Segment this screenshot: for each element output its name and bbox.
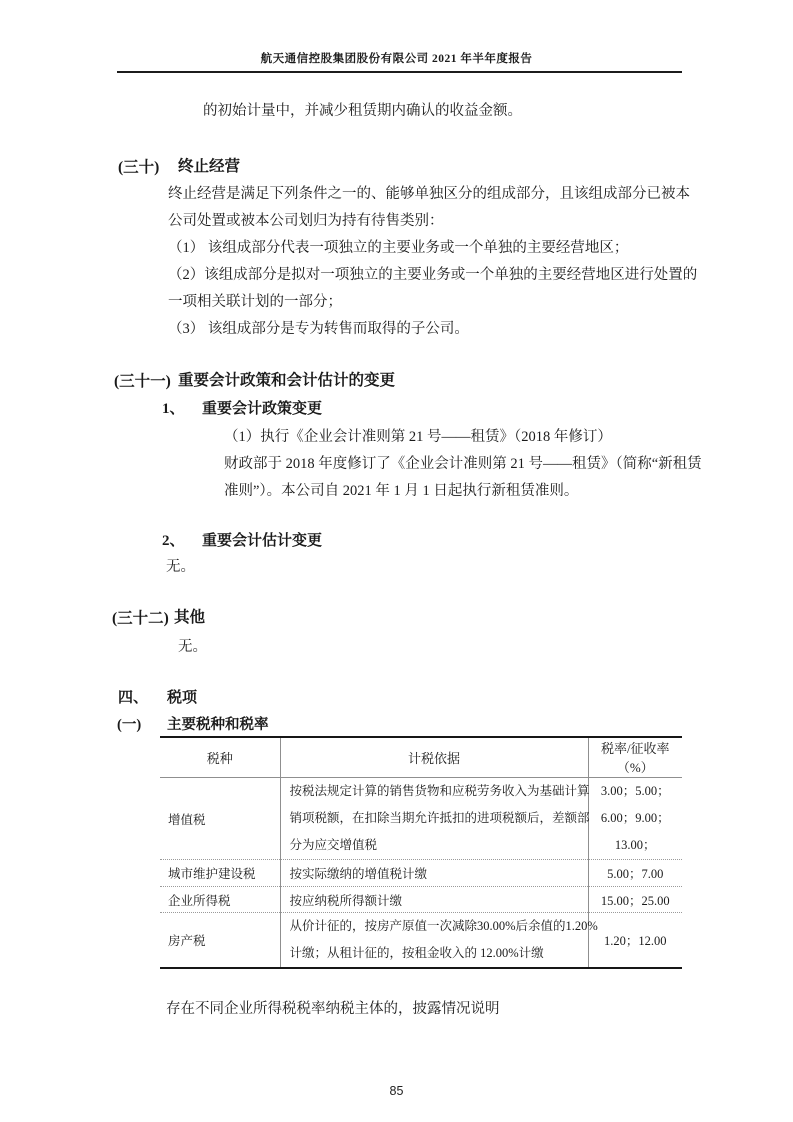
intro-paragraph: 的初始计量中，并减少租赁期内确认的收益金额。 — [203, 103, 522, 119]
section-32-title: 其他 — [174, 609, 206, 626]
table-header-row — [160, 737, 682, 778]
section-30-title: 终止经营 — [178, 158, 241, 175]
table-row-city-maintenance — [160, 860, 682, 887]
table-row-corporate-income — [160, 887, 682, 913]
section-30-line: 一项相关联计划的一部分； — [168, 294, 342, 310]
page-number: 85 — [389, 1084, 404, 1098]
table-row-property — [160, 913, 682, 969]
subsection-1-line: （1）执行《企业会计准则第 21 号——租赁》（2018 年修订） — [224, 429, 612, 445]
column-header-rate-line2: （%） — [616, 759, 654, 775]
section-30-line: （1） 该组成部分代表一项独立的主要业务或一个单独的主要经营地区； — [168, 240, 629, 256]
section-4-title: 税项 — [167, 690, 198, 706]
tax-rate-table — [160, 736, 682, 969]
tax-rate: 1.20；12.00 — [588, 913, 682, 969]
subsection-1-line: 财政部于 2018 年度修订了《企业会计准则第 21 号——租赁》（简称“新租赁 — [224, 456, 702, 472]
section-4-number: 四、 — [118, 690, 149, 706]
section-31-title: 重要会计政策和会计估计的变更 — [178, 372, 396, 389]
section-4-1-number: (一) — [117, 717, 142, 733]
section-30-line: （2）该组成部分是拟对一项独立的主要业务或一个单独的主要经营地区进行处置的 — [168, 267, 698, 283]
section-30-line: 公司处置或被本公司划归为持有待售类别： — [168, 213, 444, 229]
tax-name: 城市维护建设税 — [160, 860, 280, 887]
page-header-title: 航天通信控股集团股份有限公司 2021 年半年度报告 — [260, 53, 533, 65]
column-header-basis: 计税依据 — [280, 737, 588, 778]
tax-basis — [280, 778, 588, 860]
subsection-1-number: 1、 — [162, 401, 185, 417]
tax-rate-line: 3.00；5.00； — [600, 784, 670, 798]
tax-basis: 按应纳税所得额计缴 — [280, 887, 588, 913]
tax-basis-line: 销项税额，在扣除当期允许抵扣的进项税额后，差额部 — [289, 811, 590, 825]
table-row-vat — [160, 778, 682, 860]
tax-name: 增值税 — [168, 812, 206, 827]
disclosure-note: 存在不同企业所得税税率纳税主体的，披露情况说明 — [166, 1001, 500, 1017]
section-31-label: (三十一) — [114, 373, 171, 390]
section-32-label: (三十二) — [112, 610, 169, 627]
tax-rate-line: 6.00；9.00； — [600, 811, 670, 825]
column-header-rate — [588, 737, 682, 778]
header-rule — [117, 71, 682, 73]
subsection-2-number: 2、 — [162, 533, 185, 549]
tax-basis: 按实际缴纳的增值税计缴 — [280, 860, 588, 887]
column-header-tax-type: 税种 — [160, 737, 280, 778]
tax-basis — [280, 913, 598, 969]
subsection-1-line: 准则”）。本公司自 2021 年 1 月 1 日起执行新租赁准则。 — [224, 483, 579, 499]
subsection-1-title: 重要会计政策变更 — [202, 401, 323, 417]
tax-rate — [588, 778, 682, 860]
section-32-none: 无。 — [178, 639, 207, 655]
tax-basis-line: 分为应交增值税 — [289, 838, 378, 852]
tax-rate-line: 13.00； — [614, 838, 656, 852]
section-30-label: (三十) — [118, 159, 160, 176]
subsection-2-none: 无。 — [166, 559, 195, 575]
section-4-1-title: 主要税种和税率 — [167, 717, 269, 733]
section-30-line: （3） 该组成部分是专为转售而取得的子公司。 — [168, 321, 469, 337]
tax-name: 企业所得税 — [160, 887, 280, 913]
tax-basis-line: 按税法规定计算的销售货物和应税劳务收入为基础计算 — [289, 784, 590, 798]
tax-rate: 5.00；7.00 — [588, 860, 682, 887]
subsection-2-title: 重要会计估计变更 — [202, 533, 323, 549]
tax-name: 房产税 — [160, 913, 280, 969]
section-30-line: 终止经营是满足下列条件之一的、能够单独区分的组成部分，且该组成部分已被本 — [168, 186, 690, 202]
tax-rate: 15.00；25.00 — [588, 887, 682, 913]
column-header-rate-line1: 税率/征收率 — [600, 740, 670, 756]
tax-basis-line: 计缴；从租计征的，按租金收入的 12.00%计缴 — [289, 946, 544, 960]
tax-basis-line: 从价计征的，按房产原值一次减除30.00%后余值的1.20% — [289, 919, 598, 933]
